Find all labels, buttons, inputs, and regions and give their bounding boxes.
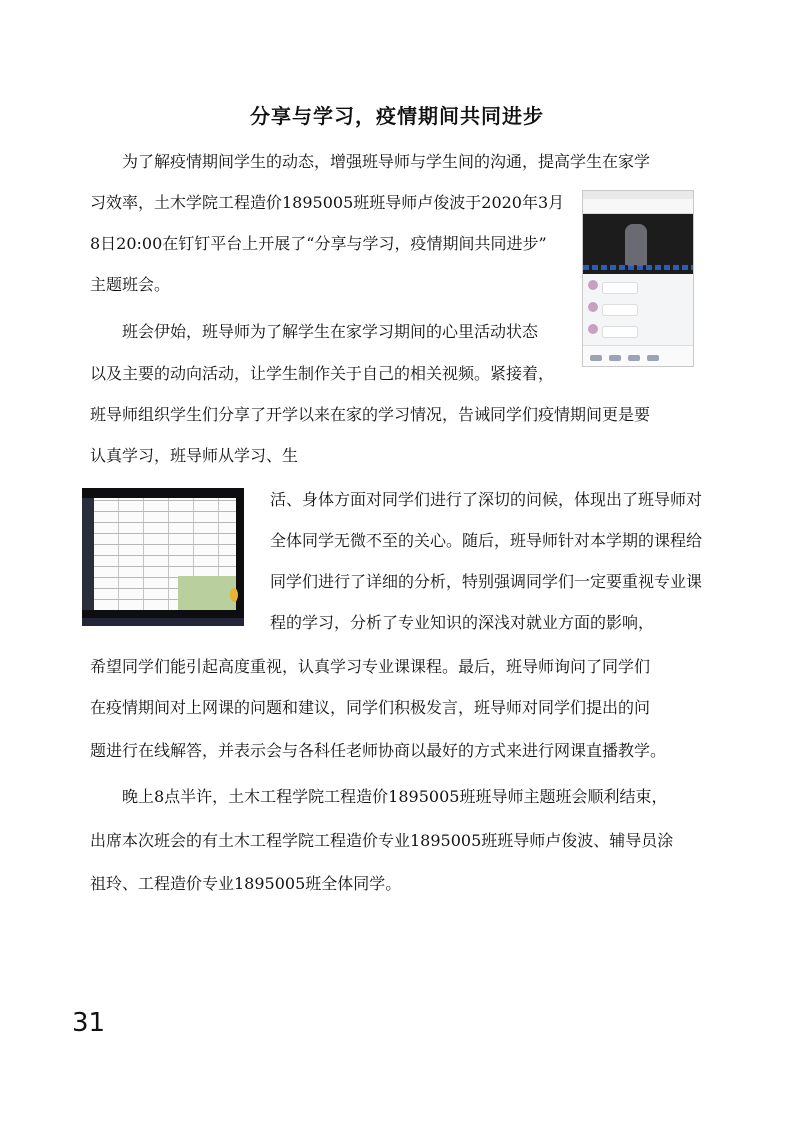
chat-bubble <box>602 326 638 338</box>
paragraph-line: 出席本次班会的有土木工程学院工程造价专业1895005班班导师卢俊波、辅导员涂 <box>90 831 674 850</box>
page-number: 31 <box>72 1008 106 1038</box>
paragraph-line: 晚上8点半许，土木工程学院工程造价1895005班班导师主题班会顺利结束， <box>122 787 668 806</box>
paragraph-line: 为了解疫情期间学生的动态，增强班导师与学生间的沟通，提高学生在家学 <box>122 152 651 171</box>
avatar <box>588 280 598 290</box>
paragraph-line: 8日20:00在钉钉平台上开展了“分享与学习，疫情期间共同进步” <box>90 234 547 253</box>
phone-toolbar <box>583 345 693 366</box>
chat-bubble <box>602 304 638 316</box>
desktop-sidebar <box>82 498 94 610</box>
paragraph-line: 习效率，土木学院工程造价1895005班班导师卢俊波于2020年3月 <box>90 193 565 212</box>
phone-video-strip <box>583 265 693 270</box>
avatar <box>588 302 598 312</box>
paragraph-line: 希望同学们能引起高度重视，认真学习专业课课程。最后，班导师询问了同学们 <box>90 657 651 676</box>
paragraph-line: 全体同学无微不至的关心。随后，班导师针对本学期的课程给 <box>270 531 703 550</box>
desktop-screenshot-image <box>82 488 244 626</box>
paragraph-line: 班会伊始，班导师为了解学生在家学习期间的心里活动状态 <box>122 322 539 341</box>
desktop-video-overlay <box>178 576 236 610</box>
paragraph-line: 认真学习，班导师从学习、生 <box>90 446 299 465</box>
paragraph-line: 程的学习，分析了专业知识的深浅对就业方面的影响， <box>270 613 655 632</box>
paragraph-line: 以及主要的动向活动，让学生制作关于自己的相关视频。紧接着， <box>90 364 555 383</box>
phone-video-area <box>583 214 693 274</box>
phone-chat-message <box>583 278 693 296</box>
phone-status-bar <box>583 191 693 199</box>
paragraph-line: 主题班会。 <box>90 275 171 294</box>
paragraph-line: 祖玲、工程造价专业1895005班全体同学。 <box>90 874 402 893</box>
paragraph-line: 同学们进行了详细的分析，特别强调同学们一定要重视专业课 <box>270 572 703 591</box>
avatar <box>588 324 598 334</box>
phone-chat-message <box>583 300 693 318</box>
phone-video-person <box>625 224 647 266</box>
phone-chat-message <box>583 322 693 340</box>
chat-bubble <box>602 282 638 294</box>
paragraph-line: 活、身体方面对同学们进行了深切的问候，体现出了班导师对 <box>270 490 703 509</box>
paragraph-line: 在疫情期间对上网课的问题和建议，同学们积极发言，班导师对同学们提出的问 <box>90 698 651 717</box>
page-title: 分享与学习，疫情期间共同进步 <box>250 104 544 128</box>
paragraph-line: 题进行在线解答，并表示会与各科任老师协商以最好的方式来进行网课直播教学。 <box>90 741 667 760</box>
phone-screenshot-image <box>582 190 694 367</box>
desktop-taskbar <box>82 618 244 626</box>
phone-chat-header <box>583 199 693 214</box>
desktop-float-icon <box>230 588 238 602</box>
paragraph-line: 班导师组织学生们分享了开学以来在家的学习情况，告诫同学们疫情期间更是要 <box>90 405 651 424</box>
